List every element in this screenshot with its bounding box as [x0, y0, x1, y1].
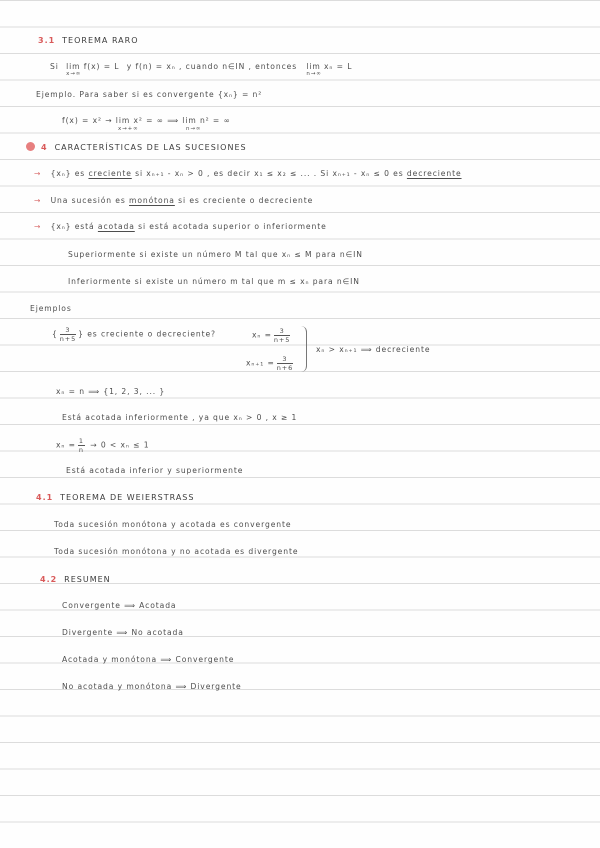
section-3-1-heading [38, 36, 139, 45]
theorem-statement [50, 62, 353, 77]
underlined-term: monótona [129, 196, 175, 205]
example-3 [56, 437, 149, 454]
text: → 0 < xₙ ≤ 1 [90, 440, 150, 450]
denominator: n+5 [59, 335, 77, 343]
example-formula [62, 116, 231, 125]
underlined-term: decreciente [406, 169, 462, 178]
numerator: 3 [60, 326, 76, 335]
formula-sub-1: x→+∞ [118, 126, 139, 132]
section-number: 4.2 [40, 575, 58, 584]
label: xₙ = [252, 330, 272, 340]
limit-text: lim xₙ = L [306, 62, 353, 71]
text: si xₙ₊₁ - xₙ > 0 , es decir x₁ ≤ x₂ ≤ ... . Si xₙ₊₁ - xₙ ≤ 0 es [135, 169, 404, 178]
weierstrass-line-2: Toda sucesión monótona y no acotada es divergente [54, 547, 299, 556]
summary-line-2: Divergente ⟹ No acotada [62, 628, 184, 637]
text: si es creciente o decreciente [178, 196, 314, 205]
summary-line-1: Convergente ⟹ Acotada [62, 601, 177, 610]
text: {xₙ} está [50, 222, 95, 231]
section-4-2-heading [40, 575, 111, 584]
example-2-note: Está acotada inferiormente , ya que xₙ > 0 , x ≥ 1 [62, 413, 298, 422]
denominator: n+5 [273, 336, 291, 344]
section-title: TEOREMA DE WEIERSTRASS [60, 493, 195, 502]
formula-sub-2: n→∞ [186, 126, 202, 132]
example-2: xₙ = n ⟹ {1, 2, 3, ... } [56, 387, 166, 396]
brace-open: { [52, 329, 58, 339]
numerator: 3 [274, 327, 290, 336]
numerator: 1 [78, 437, 84, 445]
text: {xₙ} es [50, 169, 86, 178]
section-number: 4 [41, 143, 48, 152]
summary-line-4: No acotada y monótona ⟹ Divergente [62, 682, 242, 691]
label: xₙ₊₁ = [246, 358, 275, 368]
section-title: RESUMEN [64, 575, 111, 584]
underlined-term: creciente [88, 169, 132, 178]
xn1-expr [246, 355, 295, 372]
question-text: es creciente o decreciente? [87, 329, 216, 339]
limit-text: lim f(x) = L [66, 62, 120, 71]
text: Una sucesión es [50, 196, 126, 205]
bullet-monotona [34, 196, 313, 205]
numerator: 3 [277, 355, 293, 364]
text: y f(n) = xₙ , cuando n∈IN , entonces [126, 62, 298, 71]
section-title: TEOREMA RARO [62, 36, 139, 45]
label: xₙ = [56, 440, 76, 450]
example-line: Ejemplo. Para saber si es convergente {xₙ} = n² [36, 90, 263, 99]
arrow-icon: → [34, 169, 42, 178]
denominator: n [78, 446, 84, 454]
section-number: 4.1 [36, 493, 54, 502]
ejemplos-label: Ejemplos [30, 304, 72, 313]
fraction [60, 326, 76, 343]
section-4-heading [26, 142, 247, 152]
example-3-note: Está acotada inferior y superiormente [66, 466, 244, 475]
section-title: CARACTERÍSTICAS DE LAS SUCESIONES [54, 143, 247, 152]
inferiormente-def: Inferiormente si existe un número m tal que m ≤ xₙ para n∈IN [68, 277, 360, 286]
underlined-term: acotada [97, 222, 135, 231]
xn-expr [252, 327, 292, 344]
denominator: n+6 [276, 364, 294, 372]
limit-sub: n→∞ [306, 71, 322, 77]
limit-expr [306, 62, 353, 77]
arrow-icon: → [34, 196, 42, 205]
weierstrass-line-1: Toda sucesión monótona y acotada es convergente [54, 520, 292, 529]
arrow-icon: → [34, 222, 42, 231]
superiormente-def: Superiormente si existe un número M tal que xₙ ≤ M para n∈IN [68, 250, 363, 259]
right-brace [300, 326, 307, 372]
fraction [78, 437, 85, 454]
example-question [52, 326, 216, 343]
bullet-acotada [34, 222, 327, 231]
bullet-dot-icon [26, 142, 35, 151]
fraction [277, 355, 293, 372]
section-number: 3.1 [38, 36, 56, 45]
limit-sub: x→∞ [66, 71, 82, 77]
text: Si [50, 62, 59, 71]
formula-text: f(x) = x² → lim x² = ∞ ⟹ lim n² = ∞ [62, 116, 231, 125]
summary-line-3: Acotada y monótona ⟹ Convergente [62, 655, 235, 664]
bullet-creciente [34, 169, 462, 178]
brace-close: } [78, 329, 84, 339]
fraction [274, 327, 290, 344]
text: si está acotada superior o inferiormente [138, 222, 327, 231]
comparison-result: xₙ > xₙ₊₁ ⟹ decreciente [316, 345, 431, 354]
limit-expr [66, 62, 120, 77]
section-4-1-heading [36, 493, 194, 502]
